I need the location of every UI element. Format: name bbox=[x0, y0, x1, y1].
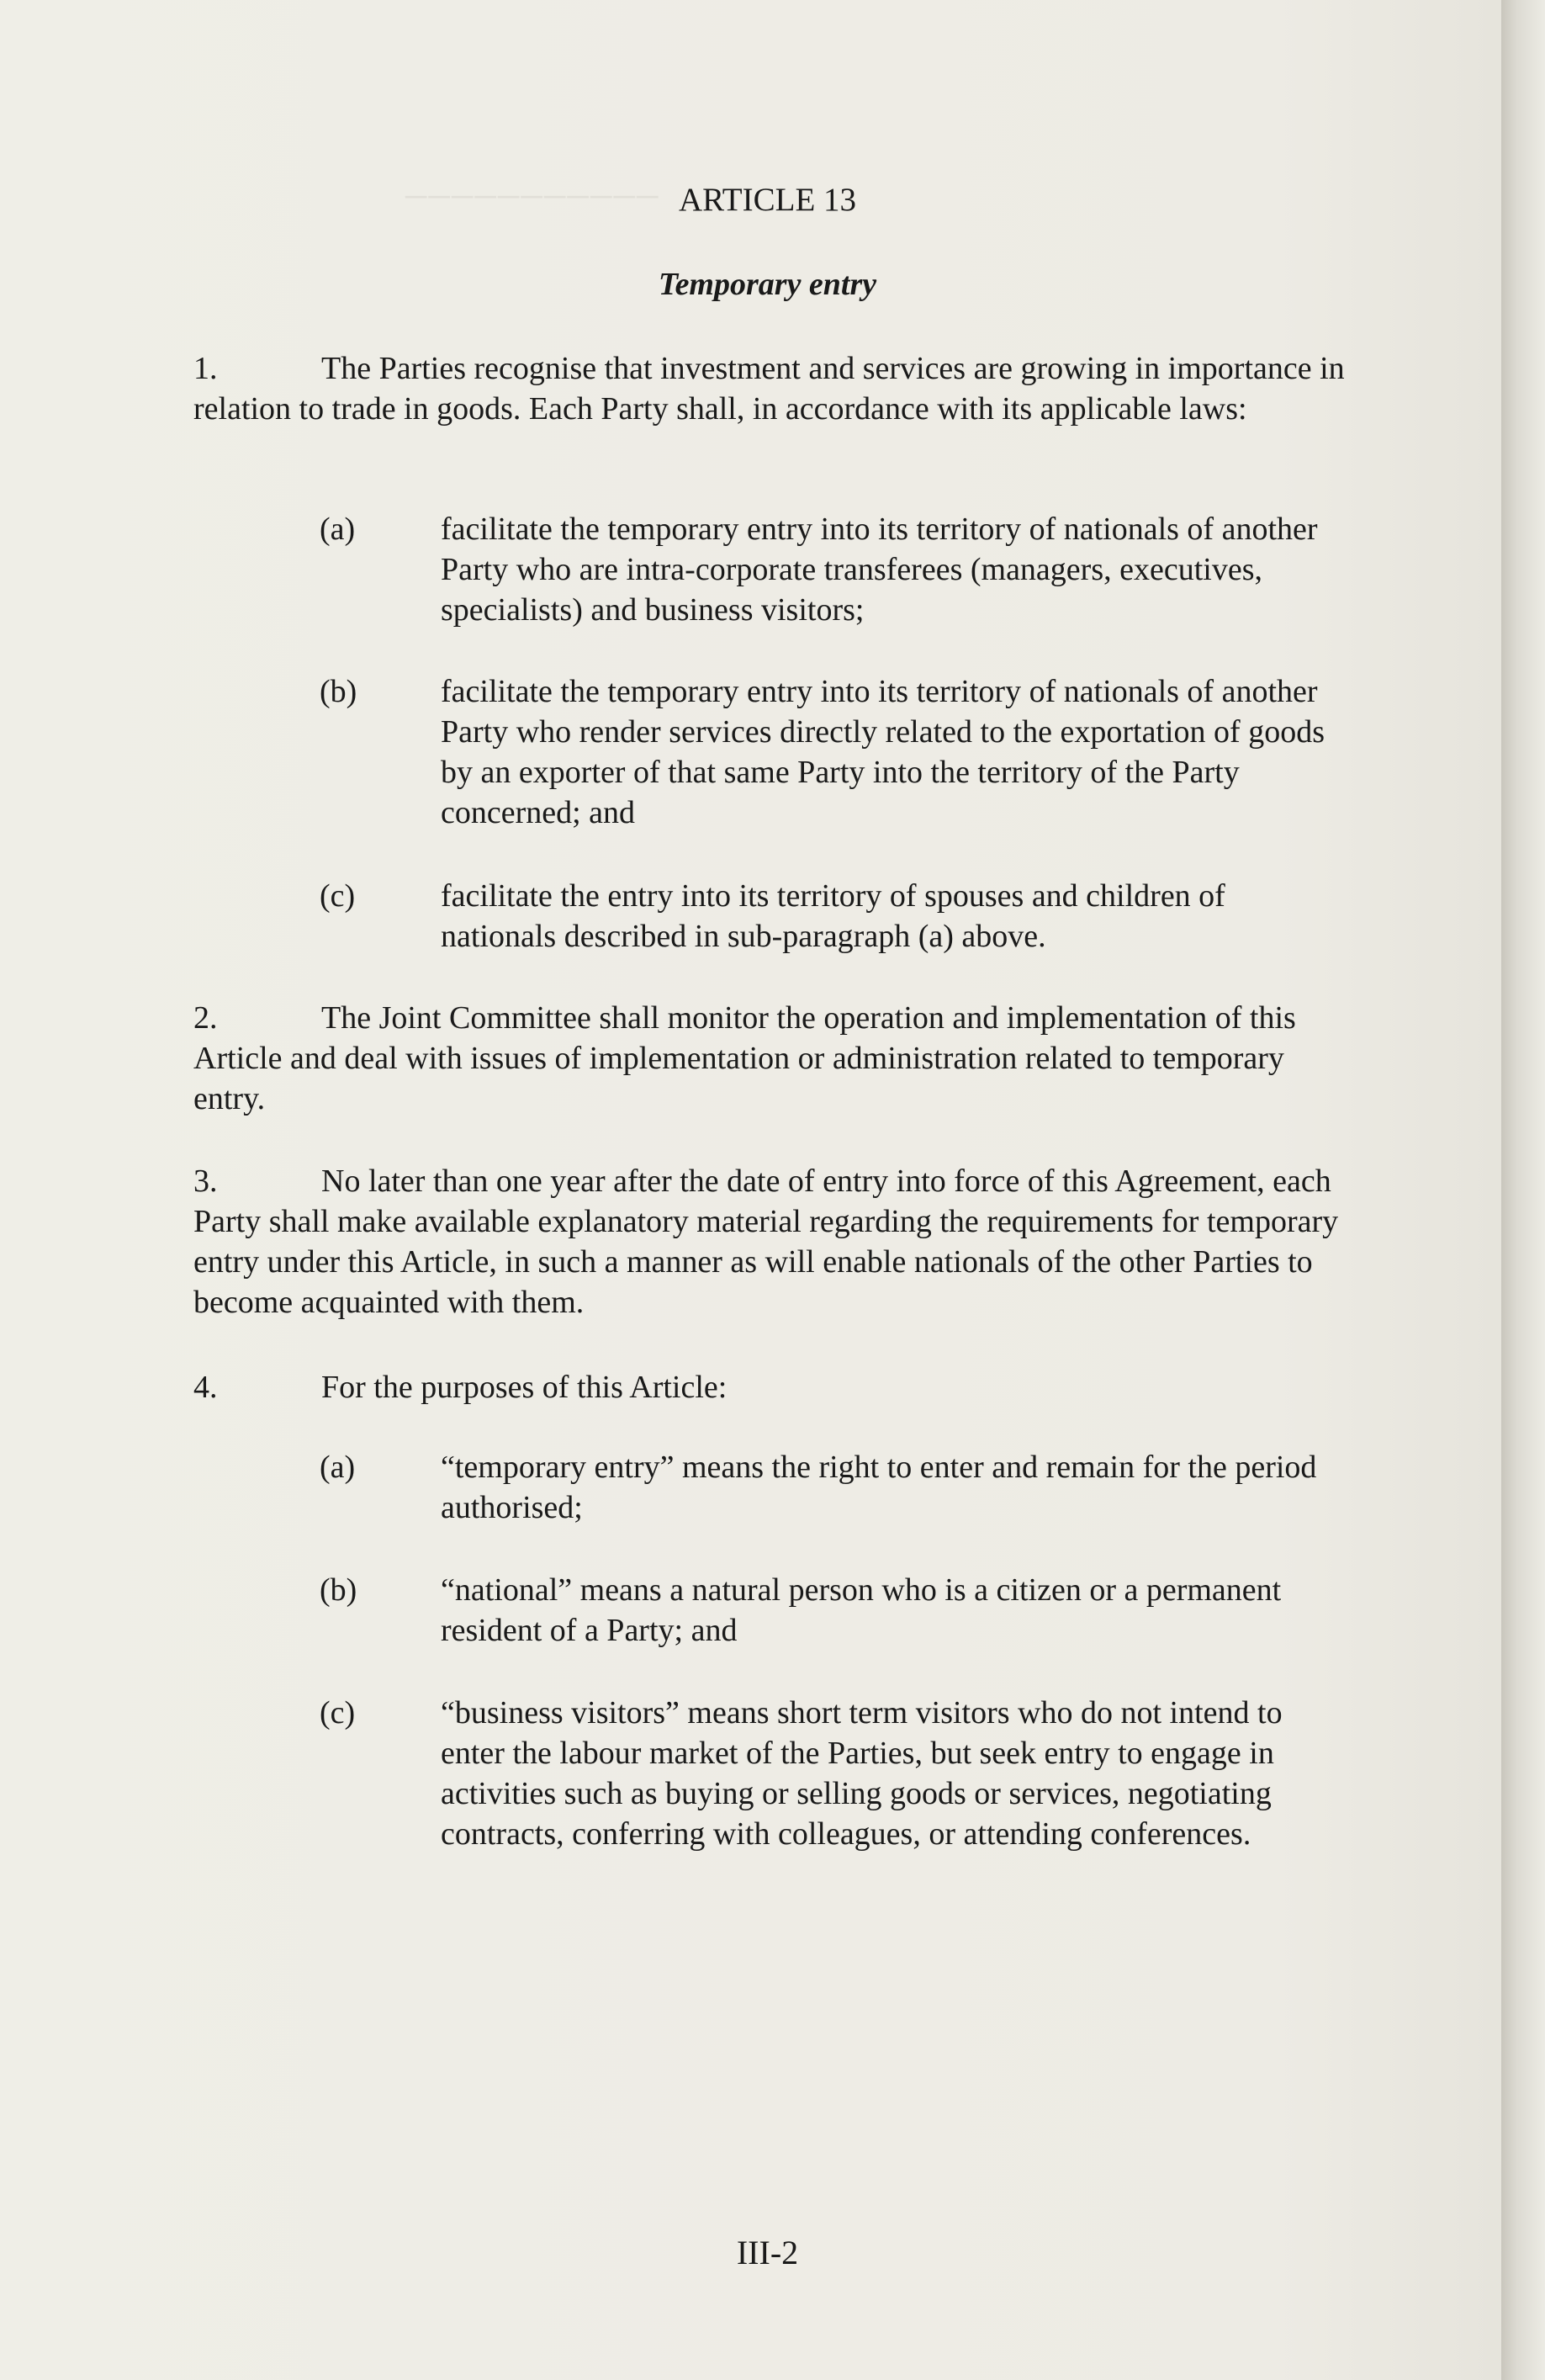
paragraph-text: No later than one year after the date of entry into force of this Agreement, each Party shall make available explanatory material regarding the requirements for temporary entry under this Article, in such a manner as will enable nationals of the other Parties to become acquainted with them. bbox=[193, 1163, 1339, 1320]
sub-item-label: (a) bbox=[320, 512, 356, 547]
sub-item-label: (a) bbox=[320, 1450, 356, 1485]
sub-item-label: (b) bbox=[320, 1572, 357, 1608]
paragraph-3 bbox=[193, 1161, 1354, 1323]
sub-item-text: facilitate the entry into its territory of spouses and children of nationals described in sub-paragraph (a) above. bbox=[441, 878, 1225, 954]
sub-item-text: “national” means a natural person who is a citizen or a permanent resident of a Party; and bbox=[441, 1572, 1282, 1648]
sub-item-text: facilitate the temporary entry into its territory of nationals of another Party who render services directly related to the exportation of goods by an exporter of that same Party into the territory of the Party concerned; and bbox=[441, 674, 1325, 830]
paragraph-2 bbox=[193, 998, 1354, 1119]
paragraph-number: 1. bbox=[193, 351, 218, 386]
sub-item-text: “temporary entry” means the right to enter and remain for the period authorised; bbox=[441, 1450, 1317, 1525]
paragraph-text: For the purposes of this Article: bbox=[321, 1370, 728, 1405]
paragraph-text: The Joint Committee shall monitor the operation and implementation of this Article and deal with issues of implementation or administration related to temporary entry. bbox=[193, 1000, 1296, 1116]
sub-item-label: (b) bbox=[320, 674, 357, 709]
sub-item-label: (c) bbox=[320, 878, 356, 914]
paragraph-4 bbox=[193, 1367, 1354, 1407]
paragraph-number: 4. bbox=[193, 1370, 218, 1405]
paragraph-1 bbox=[193, 348, 1354, 429]
sub-item-text: facilitate the temporary entry into its territory of nationals of another Party who are intra-corporate transferees (managers, executives, specialists) and business visitors; bbox=[441, 512, 1318, 628]
bleed-through-heading: ─────────── bbox=[404, 179, 659, 213]
paragraph-number: 3. bbox=[193, 1163, 218, 1199]
sub-item-text: “business visitors” means short term visitors who do not intend to enter the labour market of the Parties, but seek entry to engage in activities such as buying or selling goods or services, negotiating contracts, conferring with colleagues, or attending conferences. bbox=[441, 1695, 1283, 1852]
page-binding-edge bbox=[1501, 0, 1545, 2380]
paragraph-text: The Parties recognise that investment and services are growing in importance in relation to trade in goods. Each Party shall, in accordance with its applicable laws: bbox=[193, 351, 1345, 427]
page-number: III-2 bbox=[736, 2234, 799, 2271]
article-title: ARTICLE 13 bbox=[678, 182, 857, 218]
paragraph-number: 2. bbox=[193, 1000, 218, 1036]
sub-item-label: (c) bbox=[320, 1695, 356, 1731]
article-subtitle: Temporary entry bbox=[658, 267, 877, 302]
